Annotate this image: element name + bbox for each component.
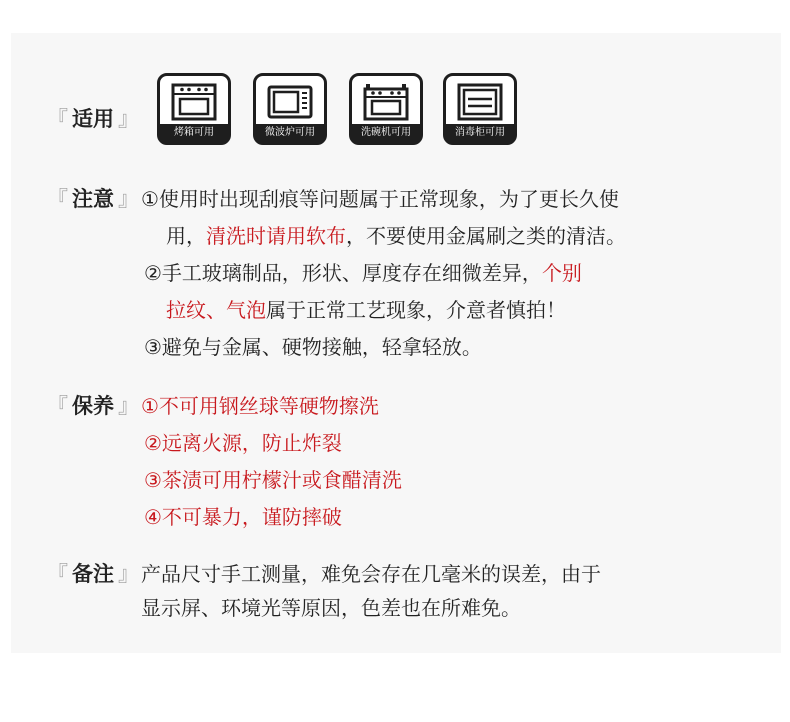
notice-line-5: ③避免与金属、硬物接触，轻拿轻放。: [144, 335, 482, 359]
bracket-open: 『: [47, 562, 68, 586]
section-label: 备注: [72, 562, 114, 586]
section-label: 适用: [72, 107, 114, 131]
section-care-heading: [47, 392, 139, 420]
notice-line-3: [144, 259, 582, 287]
highlight-text: 拉纹、气泡: [166, 298, 266, 322]
notice-line-2: [166, 222, 626, 250]
bracket-close: 』: [118, 107, 139, 131]
bracket-open: 『: [47, 187, 68, 211]
section-remark-heading: [47, 560, 139, 588]
icon-caption: 消毒柜可用: [446, 124, 514, 142]
highlight-text: 清洗时请用软布: [206, 224, 346, 248]
text: 属于正常工艺现象，介意者慎拍！: [266, 298, 566, 322]
bracket-open: 『: [47, 107, 68, 131]
bracket-close: 』: [118, 394, 139, 418]
care-item: ③茶渍可用柠檬汁或食醋清洗: [144, 468, 402, 492]
bracket-open: 『: [47, 394, 68, 418]
highlight-text: 个别: [541, 261, 582, 285]
sterilizer-icon: [443, 73, 517, 145]
notice-line-1: ①使用时出现刮痕等问题属于正常现象，为了更长久使: [141, 187, 619, 211]
oven-icon: [157, 73, 231, 145]
care-item: ②远离火源，防止炸裂: [144, 431, 342, 455]
text: 用，: [166, 224, 206, 248]
care-item: ④不可暴力，谨防摔破: [144, 505, 342, 529]
notice-line-4: [166, 296, 566, 324]
icon-caption: 微波炉可用: [256, 124, 324, 142]
text: ②手工玻璃制品，形状、厚度存在细微差异，: [144, 261, 542, 285]
dishwasher-icon: [349, 73, 423, 145]
text: ，不要使用金属刷之类的清洁。: [346, 224, 626, 248]
icon-caption: 烤箱可用: [160, 124, 228, 142]
bracket-close: 』: [118, 187, 139, 211]
remark-line-2: 显示屏、环境光等原因，色差也在所难免。: [141, 596, 521, 620]
section-label: 注意: [72, 187, 114, 211]
section-notice-heading: [47, 185, 139, 213]
bracket-close: 』: [118, 562, 139, 586]
section-applicable-heading: [47, 105, 139, 133]
icon-caption: 洗碗机可用: [352, 124, 420, 142]
remark-line-1: 产品尺寸手工测量，难免会存在几毫米的误差，由于: [141, 562, 601, 586]
care-item: ①不可用钢丝球等硬物擦洗: [141, 394, 379, 418]
microwave-icon: [253, 73, 327, 145]
section-label: 保养: [72, 394, 114, 418]
